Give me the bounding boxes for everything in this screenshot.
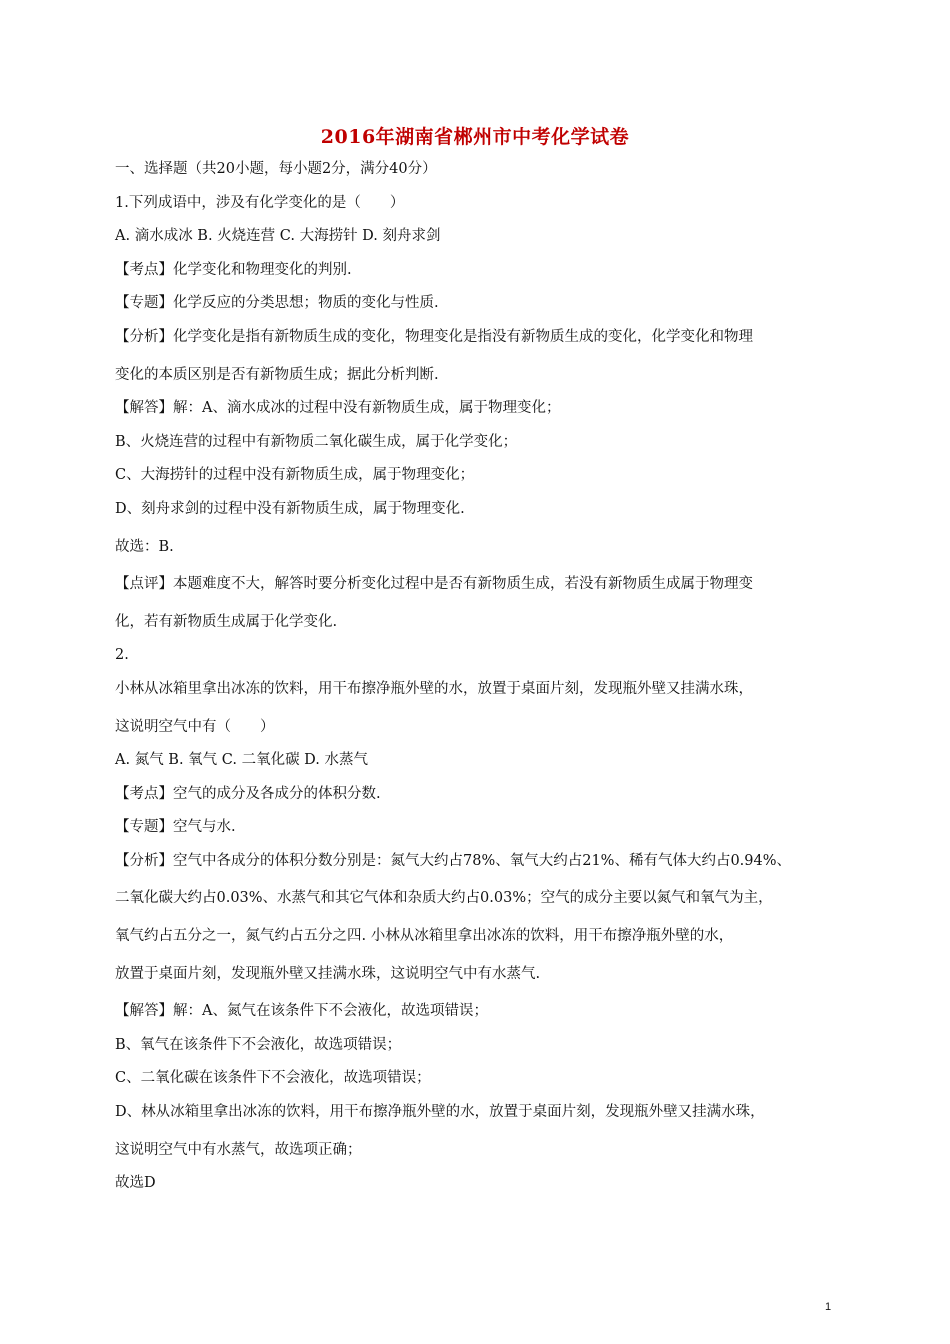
question-2-stem-line-1: 小林从冰箱里拿出冰冻的饮料，用干布擦净瓶外壁的水，放置于桌面片刻，发现瓶外壁又挂满水珠，	[115, 680, 753, 697]
question-2-answer-a: 【解答】解：A、氮气在该条件下不会液化，故选项错误；	[115, 1003, 488, 1020]
question-1-answer-b: B、火烧连营的过程中有新物质二氧化碳生成，属于化学变化；	[115, 433, 518, 450]
question-2-answer-d-line-2: 这说明空气中有水蒸气，故选项正确；	[115, 1141, 362, 1158]
document-body	[115, 160, 850, 1192]
question-1-stem: 1.下列成语中，涉及有化学变化的是（ ）	[115, 194, 405, 211]
question-1-answer-c: C、大海捞针的过程中没有新物质生成，属于物理变化；	[115, 467, 475, 484]
question-1-analysis-line-1: 【分析】化学变化是指有新物质生成的变化，物理变化是指没有新物质生成的变化，化学变化和物理	[115, 328, 753, 345]
question-2-kaodian: 【考点】空气的成分及各成分的体积分数.	[115, 785, 381, 802]
page-title: 2016年湖南省郴州市中考化学试卷	[320, 126, 630, 148]
question-1-kaodian: 【考点】化学变化和物理变化的判别.	[115, 261, 352, 278]
question-2-answer-b: B、氧气在该条件下不会液化，故选项错误；	[115, 1036, 402, 1053]
question-2-analysis-line-3: 氧气约占五分之一，氮气约占五分之四. 小林从冰箱里拿出冰冻的饮料，用干布擦净瓶外壁的水，	[115, 928, 734, 945]
question-1-analysis-line-2: 变化的本质区别是否有新物质生成；据此分析判断.	[115, 366, 439, 383]
question-1-options: A. 滴水成冰 B. 火烧连营 C. 大海捞针 D. 刻舟求剑	[115, 228, 441, 245]
question-2-number: 2.	[115, 647, 129, 664]
question-1-choice: 故选：B.	[115, 538, 174, 555]
question-1-comment-line-1: 【点评】本题难度不大，解答时要分析变化过程中是否有新物质生成，若没有新物质生成属于物理变	[115, 576, 753, 593]
section-heading: 一、选择题（共20小题，每小题2分，满分40分）	[115, 161, 437, 177]
question-2-options: A. 氮气 B. 氧气 C. 二氧化碳 D. 水蒸气	[115, 752, 369, 769]
page-number: 1	[825, 1301, 832, 1313]
question-2-analysis-line-2: 二氧化碳大约占0.03%、水蒸气和其它气体和杂质大约占0.03%；空气的成分主要以氮气和氧气为主，	[115, 890, 773, 907]
question-2-answer-d-line-1: D、林从冰箱里拿出冰冻的饮料，用干布擦净瓶外壁的水，放置于桌面片刻，发现瓶外壁又挂满水珠，	[115, 1104, 765, 1121]
question-1-comment-line-2: 化，若有新物质生成属于化学变化.	[115, 613, 338, 630]
question-2-analysis-line-4: 放置于桌面片刻，发现瓶外壁又挂满水珠，这说明空气中有水蒸气.	[115, 965, 541, 982]
question-2-zhuanti: 【专题】空气与水.	[115, 819, 236, 836]
question-2-choice: 故选D	[115, 1175, 156, 1192]
question-1-zhuanti: 【专题】化学反应的分类思想；物质的变化与性质.	[115, 295, 439, 312]
question-2-answer-c: C、二氧化碳在该条件下不会液化，故选项错误；	[115, 1070, 431, 1087]
question-1-answer-a: 【解答】解：A、滴水成冰的过程中没有新物质生成，属于物理变化；	[115, 400, 561, 417]
question-2-analysis-line-1: 【分析】空气中各成分的体积分数分别是：氮气大约占78%、氧气大约占21%、稀有气体大约占0.94%、	[115, 852, 792, 869]
question-1-answer-d: D、刻舟求剑的过程中没有新物质生成，属于物理变化.	[115, 500, 465, 517]
question-2-stem-line-2: 这说明空气中有（ ）	[115, 718, 275, 735]
